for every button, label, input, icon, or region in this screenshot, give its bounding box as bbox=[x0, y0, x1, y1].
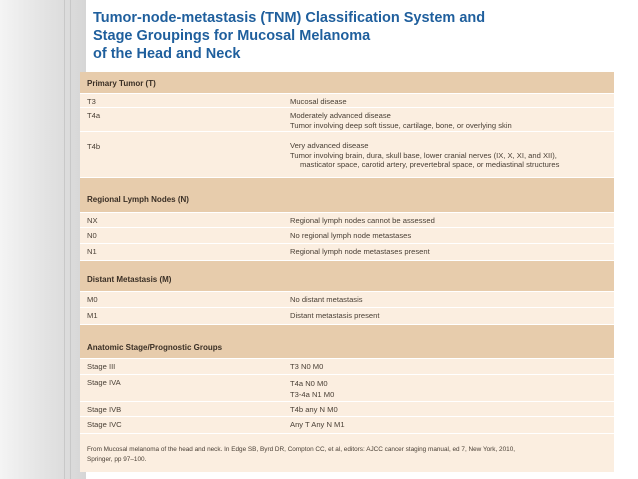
section-heading: Anatomic Stage/Prognostic Groups bbox=[87, 343, 223, 352]
row-code: Stage IVB bbox=[87, 405, 122, 414]
slide-title-line: Tumor-node-metastasis (TNM) Classification System and bbox=[93, 10, 486, 26]
slide-sidebar-background bbox=[0, 0, 86, 479]
table-row bbox=[80, 132, 614, 178]
table-row bbox=[80, 228, 614, 244]
row-description-line: No regional lymph node metastases bbox=[290, 231, 412, 240]
section-heading: Distant Metastasis (M) bbox=[87, 275, 172, 284]
row-code: N1 bbox=[87, 247, 97, 256]
slide-title-line: of the Head and Neck bbox=[93, 46, 241, 62]
row-description-line: No distant metastasis bbox=[290, 295, 363, 304]
row-code: Stage IVA bbox=[87, 378, 121, 387]
row-code: NX bbox=[87, 216, 98, 225]
section-header-stage-groups bbox=[80, 325, 614, 359]
row-description bbox=[290, 247, 430, 257]
row-description-line: Any T Any N M1 bbox=[290, 420, 345, 429]
row-description-line: Moderately advanced disease bbox=[290, 111, 391, 120]
table-row bbox=[80, 213, 614, 228]
row-description bbox=[290, 378, 334, 400]
table-row bbox=[80, 402, 614, 417]
row-description-line: Mucosal disease bbox=[290, 97, 347, 106]
table-row bbox=[80, 94, 614, 108]
row-description bbox=[290, 311, 379, 321]
row-description-line: masticator space, carotid artery, prevertebral space, or mediastinal structures bbox=[300, 160, 560, 169]
section-header-primary-tumor bbox=[80, 72, 614, 94]
sidebar-divider-line bbox=[70, 0, 71, 479]
tnm-classification-table bbox=[80, 72, 614, 472]
row-code: M1 bbox=[87, 311, 98, 320]
row-description bbox=[290, 295, 363, 305]
sidebar-divider-line bbox=[64, 0, 65, 479]
section-header-regional-lymph-nodes bbox=[80, 178, 614, 213]
table-row bbox=[80, 359, 614, 375]
row-description-line: T4a N0 M0 bbox=[290, 379, 328, 388]
row-code: T4a bbox=[87, 111, 101, 120]
table-row bbox=[80, 108, 614, 132]
row-description bbox=[290, 111, 512, 130]
row-description-line: T3-4a N1 M0 bbox=[290, 390, 335, 399]
row-code: Stage III bbox=[87, 362, 116, 371]
footnote-line: From Mucosal melanoma of the head and neck. In Edge SB, Byrd DR, Compton CC, et al, editors: AJCC cancer staging manual, ed 7, New York, 2010, bbox=[87, 446, 516, 453]
row-description bbox=[290, 420, 345, 430]
table-source-footnote bbox=[87, 445, 607, 465]
row-code: T4b bbox=[87, 142, 101, 151]
table-row bbox=[80, 244, 614, 261]
footnote-line: Springer, pp 97–100. bbox=[87, 456, 147, 463]
row-description-line: Very advanced disease bbox=[290, 141, 369, 150]
slide-title-line: Stage Groupings for Mucosal Melanoma bbox=[93, 28, 371, 44]
row-description-line: T3 N0 M0 bbox=[290, 362, 324, 371]
row-description bbox=[290, 97, 347, 107]
row-code: T3 bbox=[87, 97, 96, 106]
row-description-line: Regional lymph nodes cannot be assessed bbox=[290, 216, 435, 225]
table-row bbox=[80, 375, 614, 402]
row-description bbox=[290, 141, 559, 170]
row-description-line: Tumor involving deep soft tissue, cartilage, bone, or overlying skin bbox=[290, 120, 512, 130]
row-description-line: T4b any N M0 bbox=[290, 405, 338, 414]
row-code: Stage IVC bbox=[87, 420, 122, 429]
section-heading: Regional Lymph Nodes (N) bbox=[87, 195, 189, 204]
row-description-line: Distant metastasis present bbox=[290, 311, 380, 320]
section-header-distant-metastasis bbox=[80, 261, 614, 292]
slide-title bbox=[93, 9, 613, 63]
row-description-line: Tumor involving brain, dura, skull base, lower cranial nerves (IX, X, XI, and XII), bbox=[290, 150, 557, 160]
row-description-line: Regional lymph node metastases present bbox=[290, 247, 430, 256]
row-description bbox=[290, 231, 411, 241]
row-code: N0 bbox=[87, 231, 97, 240]
row-description bbox=[290, 362, 323, 372]
row-description bbox=[290, 216, 435, 226]
section-heading: Primary Tumor (T) bbox=[87, 79, 156, 88]
table-row bbox=[80, 308, 614, 325]
table-row bbox=[80, 292, 614, 308]
row-code: M0 bbox=[87, 295, 98, 304]
row-description bbox=[290, 405, 338, 415]
table-row bbox=[80, 417, 614, 434]
